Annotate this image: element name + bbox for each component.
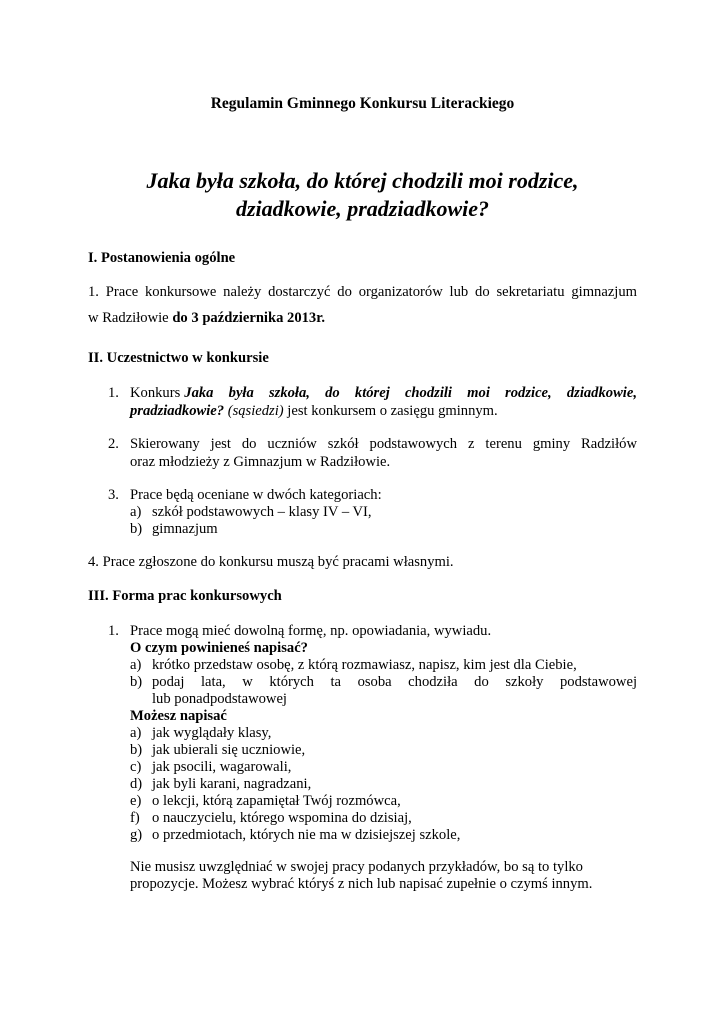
section-2-item-1-line-2 bbox=[130, 402, 498, 420]
section-1-paragraph-line-2 bbox=[88, 309, 325, 327]
sub-text: szkół podstawowych – klasy IV – VI, bbox=[152, 504, 372, 520]
closing-line-2: propozycje. Możesz wybrać któryś z nich lub napisać zupełnie o czymś innym. bbox=[130, 876, 593, 892]
sub-text: o lekcji, którą zapamiętał Twój rozmówca, bbox=[152, 793, 401, 809]
section-2-item-2-line-1: Skierowany jest do uczniów szkół podstawowych z terenu gminy Radziłów bbox=[130, 436, 637, 452]
section-2-item-1-line-1 bbox=[130, 384, 637, 402]
sub-text: o przedmiotach, których nie ma w dzisiejszej szkole, bbox=[152, 827, 461, 843]
list-number: 2. bbox=[108, 436, 119, 452]
section-1-paragraph-line-1: 1. Prace konkursowe należy dostarczyć do organizatorów lub do sekretariatu gimnazjum bbox=[88, 284, 637, 300]
sub-text: o nauczycielu, którego wspomina do dzisiaj, bbox=[152, 810, 412, 826]
contest-title-line-2: dziadkowie, pradziadkowie? bbox=[235, 196, 489, 221]
item-1-contest-title-end: pradziadkowie? bbox=[130, 403, 225, 419]
sub-letter: e) bbox=[130, 793, 142, 809]
sub-letter: c) bbox=[130, 759, 142, 775]
list-number: 1. bbox=[108, 385, 119, 401]
section-1-heading: I. Postanowienia ogólne bbox=[88, 250, 236, 266]
item-1-prefix: Konkurs bbox=[130, 385, 181, 401]
sub-text: jak byli karani, nagradzani, bbox=[152, 776, 312, 792]
sub-text: jak psocili, wagarowali, bbox=[152, 759, 292, 775]
section-2-item-3-line-1: Prace będą oceniane w dwóch kategoriach: bbox=[130, 487, 382, 503]
item-1-contest-title: Jaka była szkoła, do której chodzili moi rodzice, dziadkowie, bbox=[184, 385, 637, 401]
sub-text: gimnazjum bbox=[152, 521, 218, 537]
section-2-item-1-line-1-flex bbox=[130, 384, 637, 402]
list-number: 1. bbox=[108, 623, 119, 639]
section-2-item-2-line-2: oraz młodzieży z Gimnazjum w Radziłowie. bbox=[130, 454, 391, 470]
subheading-you-can-write: Możesz napisać bbox=[130, 708, 227, 724]
item-1-note: (sąsiedzi) bbox=[224, 403, 284, 419]
document-title: Regulamin Gminnego Konkursu Literackiego bbox=[210, 95, 515, 112]
sub-letter: f) bbox=[130, 810, 140, 826]
closing-line-1: Nie musisz uwzględniać w swojej pracy podanych przykładów, bo są to tylko bbox=[130, 859, 583, 875]
sub-letter: d) bbox=[130, 776, 143, 792]
section-3-item-1-line-1: Prace mogą mieć dowolną formę, np. opowiadania, wywiadu. bbox=[130, 623, 492, 639]
deadline-date: do 3 października 2013r. bbox=[172, 310, 326, 326]
sub-text: krótko przedstaw osobę, z którą rozmawiasz, napisz, kim jest dla Ciebie, bbox=[152, 657, 577, 673]
sub-letter: b) bbox=[130, 521, 143, 537]
sub-letter: g) bbox=[130, 827, 143, 843]
sub-letter: a) bbox=[130, 725, 142, 741]
section-1-paragraph-text: w Radziłowie bbox=[88, 310, 173, 326]
list-number: 3. bbox=[108, 487, 119, 503]
section-2-heading: II. Uczestnictwo w konkursie bbox=[88, 350, 269, 366]
sub-letter: a) bbox=[130, 657, 142, 673]
sub-text-continuation: lub ponadpodstawowej bbox=[152, 691, 287, 707]
sub-text: jak ubierali się uczniowie, bbox=[152, 742, 306, 758]
item-1-suffix: jest konkursem o zasięgu gminnym. bbox=[283, 403, 498, 419]
sub-letter: b) bbox=[130, 674, 143, 690]
sub-text: jak wyglądały klasy, bbox=[152, 725, 272, 741]
contest-title-line-1: Jaka była szkoła, do której chodzili moi rodzice, bbox=[146, 168, 579, 193]
section-2-item-4: 4. Prace zgłoszone do konkursu muszą być pracami własnymi. bbox=[88, 554, 454, 570]
section-3-heading: III. Forma prac konkursowych bbox=[88, 588, 282, 604]
sub-text: podaj lata, w których ta osoba chodziła do szkoły podstawowej bbox=[152, 674, 637, 690]
subheading-what-to-write: O czym powinieneś napisać? bbox=[130, 640, 308, 656]
sub-letter: a) bbox=[130, 504, 142, 520]
sub-letter: b) bbox=[130, 742, 143, 758]
